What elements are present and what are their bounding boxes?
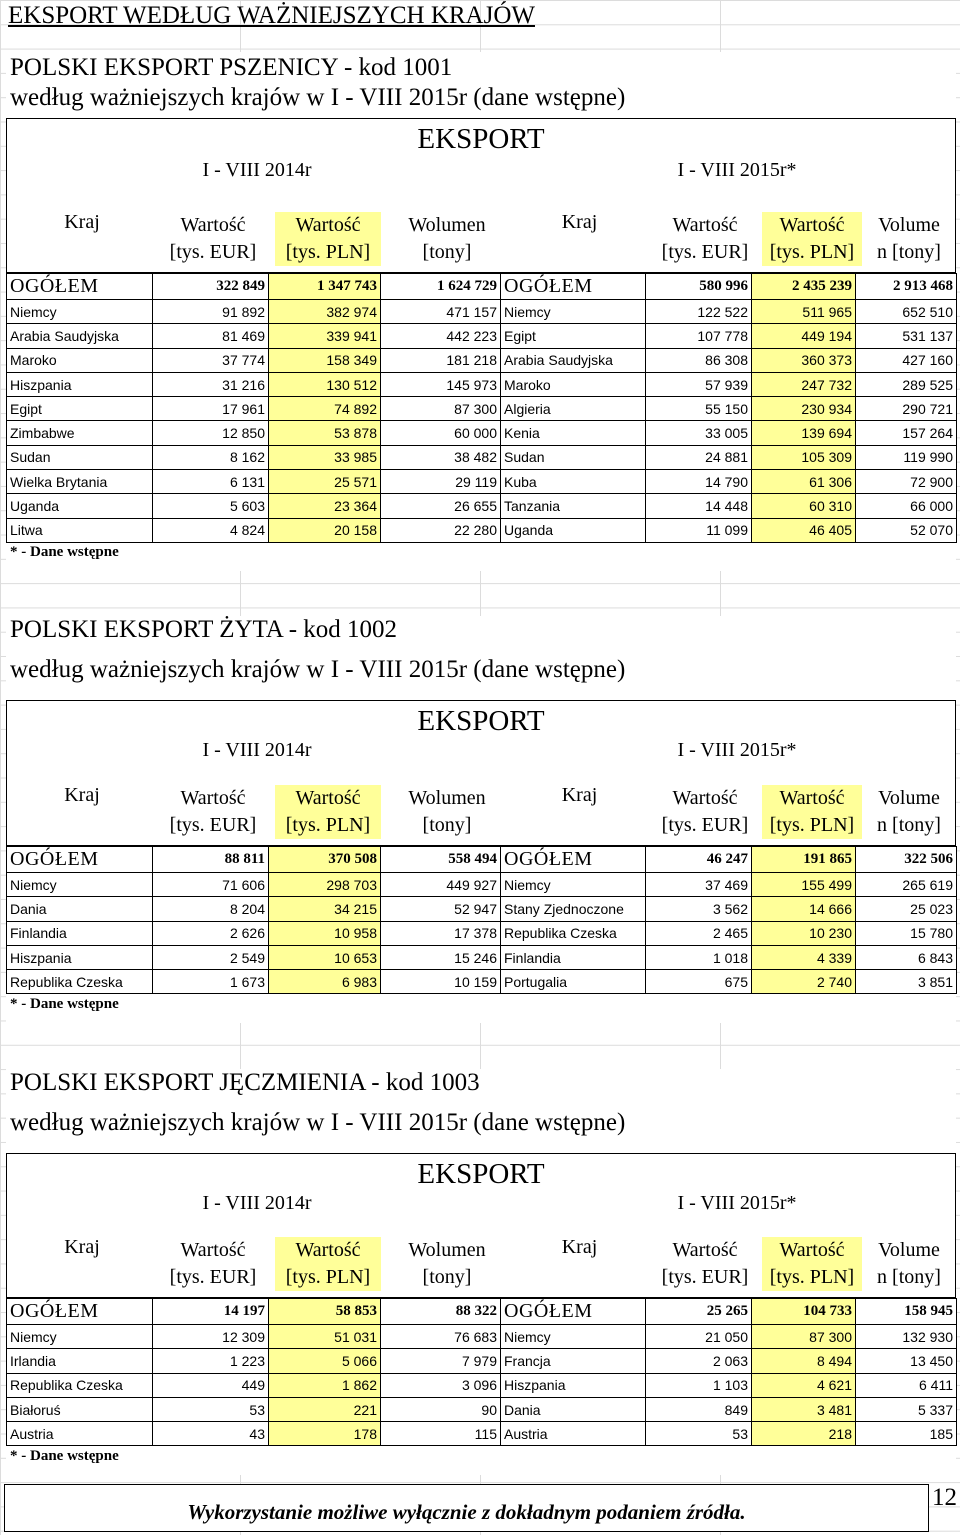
value-cell: 105 309 [752, 445, 856, 469]
value-cell: 139 694 [752, 421, 856, 445]
value-cell: 4 824 [153, 518, 269, 542]
value-cell: 2 740 [752, 970, 856, 994]
value-cell: 221 [269, 1397, 381, 1421]
country-cell: OGÓŁEM [7, 847, 153, 873]
table-header [6, 700, 956, 846]
country-cell: Wielka Brytania [7, 470, 153, 494]
table-row [7, 1397, 957, 1421]
country-cell: Austria [7, 1422, 153, 1446]
country-cell: Francja [501, 1349, 646, 1373]
country-cell: Niemcy [7, 1325, 153, 1349]
col-kraj-2015: Kraj [561, 1236, 598, 1258]
col-vol-2015: Volume n [tony] [877, 214, 941, 263]
col-pln-2014: Wartość [tys. PLN] [275, 785, 381, 839]
value-cell: 2 913 468 [856, 274, 957, 300]
value-cell: 218 [752, 1422, 856, 1446]
col-eur-2014: Wartość [tys. EUR] [169, 1239, 257, 1288]
country-cell: Niemcy [501, 873, 646, 897]
col-pln-2015: Wartość [tys. PLN] [762, 785, 862, 839]
eksport-label: EKSPORT [417, 705, 545, 737]
col-eur-2015: Wartość [tys. EUR] [661, 1239, 749, 1288]
value-cell: 8 162 [153, 445, 269, 469]
total-row [7, 847, 957, 873]
value-cell: 4 339 [752, 945, 856, 969]
value-cell: 181 218 [381, 348, 501, 372]
value-cell: 10 159 [381, 970, 501, 994]
value-cell: 360 373 [752, 348, 856, 372]
value-cell: 33 985 [269, 445, 381, 469]
country-cell: Niemcy [501, 300, 646, 324]
col-vol-2014: Wolumen [tony] [408, 787, 486, 836]
value-cell: 24 881 [646, 445, 752, 469]
data-table [6, 273, 957, 543]
value-cell: 115 [381, 1422, 501, 1446]
source-note-box: Wykorzystanie możliwe wyłącznie z dokładnym podaniem źródła. [4, 1484, 929, 1532]
export-section [6, 52, 956, 571]
value-cell: 580 996 [646, 274, 752, 300]
col-eur-2014: Wartość [tys. EUR] [169, 214, 257, 263]
value-cell: 81 469 [153, 324, 269, 348]
value-cell: 15 246 [381, 945, 501, 969]
value-cell: 8 494 [752, 1349, 856, 1373]
value-cell: 31 216 [153, 372, 269, 396]
value-cell: 86 308 [646, 348, 752, 372]
value-cell: 5 337 [856, 1397, 957, 1421]
value-cell: 247 732 [752, 372, 856, 396]
value-cell: 10 230 [752, 921, 856, 945]
value-cell: 74 892 [269, 397, 381, 421]
country-cell: Tanzania [501, 494, 646, 518]
value-cell: 382 974 [269, 300, 381, 324]
country-cell: Hiszpania [501, 1373, 646, 1397]
value-cell: 20 158 [269, 518, 381, 542]
total-row [7, 274, 957, 300]
value-cell: 14 790 [646, 470, 752, 494]
table-row [7, 324, 957, 348]
country-cell: Republika Czeska [501, 921, 646, 945]
value-cell: 5 603 [153, 494, 269, 518]
value-cell: 449 927 [381, 873, 501, 897]
country-cell: Hiszpania [7, 372, 153, 396]
value-cell: 10 958 [269, 921, 381, 945]
value-cell: 76 683 [381, 1325, 501, 1349]
table-row [7, 1422, 957, 1446]
col-kraj-2014: Kraj [64, 1236, 100, 1258]
country-cell: Finlandia [7, 921, 153, 945]
value-cell: 290 721 [856, 397, 957, 421]
value-cell: 91 892 [153, 300, 269, 324]
value-cell: 471 157 [381, 300, 501, 324]
country-cell: Republika Czeska [7, 1373, 153, 1397]
value-cell: 12 850 [153, 421, 269, 445]
value-cell: 46 405 [752, 518, 856, 542]
value-cell: 1 347 743 [269, 274, 381, 300]
value-cell: 51 031 [269, 1325, 381, 1349]
section-title: POLSKI EKSPORT JĘCZMIENIA - kod 1003 [10, 1069, 480, 1096]
value-cell: 33 005 [646, 421, 752, 445]
value-cell: 3 096 [381, 1373, 501, 1397]
value-cell: 3 481 [752, 1397, 856, 1421]
value-cell: 1 673 [153, 970, 269, 994]
country-cell: Litwa [7, 518, 153, 542]
value-cell: 230 934 [752, 397, 856, 421]
table-row [7, 470, 957, 494]
value-cell: 157 264 [856, 421, 957, 445]
country-cell: Uganda [7, 494, 153, 518]
value-cell: 2 063 [646, 1349, 752, 1373]
table-header [6, 118, 956, 273]
value-cell: 6 843 [856, 945, 957, 969]
value-cell: 21 050 [646, 1325, 752, 1349]
table-row [7, 494, 957, 518]
value-cell: 322 506 [856, 847, 957, 873]
value-cell: 265 619 [856, 873, 957, 897]
value-cell: 107 778 [646, 324, 752, 348]
country-cell: Dania [501, 1397, 646, 1421]
value-cell: 675 [646, 970, 752, 994]
col-pln-2014: Wartość [tys. PLN] [275, 212, 381, 266]
period-2015: I - VIII 2015r* [677, 739, 797, 761]
table-row [7, 897, 957, 921]
country-cell: Finlandia [501, 945, 646, 969]
value-cell: 61 306 [752, 470, 856, 494]
footnote: * - Dane wstępne [10, 995, 119, 1012]
value-cell: 449 194 [752, 324, 856, 348]
country-cell: Arabia Saudyjska [501, 348, 646, 372]
value-cell: 14 448 [646, 494, 752, 518]
table-row [7, 945, 957, 969]
table-row [7, 372, 957, 396]
country-cell: Sudan [501, 445, 646, 469]
page-number: 12 [932, 1484, 957, 1511]
value-cell: 34 215 [269, 897, 381, 921]
value-cell: 25 023 [856, 897, 957, 921]
value-cell: 37 469 [646, 873, 752, 897]
value-cell: 38 482 [381, 445, 501, 469]
value-cell: 2 626 [153, 921, 269, 945]
col-eur-2015: Wartość [tys. EUR] [661, 214, 749, 263]
table-row [7, 397, 957, 421]
value-cell: 14 197 [153, 1299, 269, 1325]
country-cell: Zimbabwe [7, 421, 153, 445]
table-row [7, 970, 957, 994]
value-cell: 11 099 [646, 518, 752, 542]
country-cell: Austria [501, 1422, 646, 1446]
country-cell: Maroko [501, 372, 646, 396]
footnote: * - Dane wstępne [10, 1447, 119, 1464]
value-cell: 3 562 [646, 897, 752, 921]
country-cell: OGÓŁEM [501, 847, 646, 873]
value-cell: 10 653 [269, 945, 381, 969]
country-cell: Dania [7, 897, 153, 921]
value-cell: 55 150 [646, 397, 752, 421]
section-subtitle: według ważniejszych krajów w I - VIII 2015r (dane wstępne) [10, 84, 626, 111]
value-cell: 25 571 [269, 470, 381, 494]
value-cell: 71 606 [153, 873, 269, 897]
table-row [7, 421, 957, 445]
value-cell: 57 939 [646, 372, 752, 396]
table-header [6, 1153, 956, 1298]
country-cell: Republika Czeska [7, 970, 153, 994]
value-cell: 558 494 [381, 847, 501, 873]
col-pln-2015: Wartość [tys. PLN] [762, 1237, 862, 1291]
page-heading: EKSPORT WEDŁUG WAŻNIEJSZYCH KRAJÓW [8, 2, 535, 29]
value-cell: 158 349 [269, 348, 381, 372]
value-cell: 2 435 239 [752, 274, 856, 300]
value-cell: 53 [646, 1422, 752, 1446]
country-cell: Sudan [7, 445, 153, 469]
table-row [7, 1349, 957, 1373]
value-cell: 72 900 [856, 470, 957, 494]
country-cell: Białoruś [7, 1397, 153, 1421]
export-section [6, 1069, 956, 1475]
country-cell: Arabia Saudyjska [7, 324, 153, 348]
value-cell: 122 522 [646, 300, 752, 324]
country-cell: Kenia [501, 421, 646, 445]
value-cell: 849 [646, 1397, 752, 1421]
value-cell: 17 961 [153, 397, 269, 421]
country-cell: Irlandia [7, 1349, 153, 1373]
total-row [7, 1299, 957, 1325]
value-cell: 53 878 [269, 421, 381, 445]
value-cell: 1 624 729 [381, 274, 501, 300]
country-cell: Algieria [501, 397, 646, 421]
value-cell: 88 811 [153, 847, 269, 873]
country-cell: Niemcy [501, 1325, 646, 1349]
value-cell: 442 223 [381, 324, 501, 348]
value-cell: 652 510 [856, 300, 957, 324]
col-kraj-2015: Kraj [561, 211, 598, 233]
value-cell: 37 774 [153, 348, 269, 372]
value-cell: 43 [153, 1422, 269, 1446]
period-2014: I - VIII 2014r [202, 739, 312, 761]
country-cell: Kuba [501, 470, 646, 494]
value-cell: 531 137 [856, 324, 957, 348]
data-table [6, 1298, 957, 1446]
value-cell: 66 000 [856, 494, 957, 518]
value-cell: 104 733 [752, 1299, 856, 1325]
value-cell: 58 853 [269, 1299, 381, 1325]
value-cell: 6 131 [153, 470, 269, 494]
country-cell: OGÓŁEM [501, 1299, 646, 1325]
col-eur-2014: Wartość [tys. EUR] [169, 787, 257, 836]
country-cell: Maroko [7, 348, 153, 372]
value-cell: 87 300 [381, 397, 501, 421]
value-cell: 449 [153, 1373, 269, 1397]
col-vol-2014: Wolumen [tony] [408, 1239, 486, 1288]
value-cell: 370 508 [269, 847, 381, 873]
value-cell: 339 941 [269, 324, 381, 348]
export-section [6, 616, 956, 1023]
col-pln-2015: Wartość [tys. PLN] [762, 212, 862, 266]
value-cell: 298 703 [269, 873, 381, 897]
country-cell: Uganda [501, 518, 646, 542]
table-row [7, 1325, 957, 1349]
section-title: POLSKI EKSPORT PSZENICY - kod 1001 [10, 54, 453, 81]
value-cell: 2 465 [646, 921, 752, 945]
value-cell: 90 [381, 1397, 501, 1421]
col-vol-2015: Volume n [tony] [877, 1239, 941, 1288]
value-cell: 87 300 [752, 1325, 856, 1349]
col-kraj-2014: Kraj [64, 784, 100, 806]
value-cell: 13 450 [856, 1349, 957, 1373]
value-cell: 178 [269, 1422, 381, 1446]
country-cell: OGÓŁEM [7, 274, 153, 300]
value-cell: 132 930 [856, 1325, 957, 1349]
value-cell: 23 364 [269, 494, 381, 518]
value-cell: 15 780 [856, 921, 957, 945]
value-cell: 29 119 [381, 470, 501, 494]
country-cell: Egipt [501, 324, 646, 348]
country-cell: Portugalia [501, 970, 646, 994]
value-cell: 191 865 [752, 847, 856, 873]
value-cell: 130 512 [269, 372, 381, 396]
table-row [7, 873, 957, 897]
value-cell: 322 849 [153, 274, 269, 300]
value-cell: 4 621 [752, 1373, 856, 1397]
value-cell: 46 247 [646, 847, 752, 873]
section-title: POLSKI EKSPORT ŻYTA - kod 1002 [10, 616, 398, 643]
period-2015: I - VIII 2015r* [677, 1192, 797, 1214]
country-cell: Hiszpania [7, 945, 153, 969]
country-cell: Egipt [7, 397, 153, 421]
table-row [7, 921, 957, 945]
country-cell: Niemcy [7, 300, 153, 324]
col-eur-2015: Wartość [tys. EUR] [661, 787, 749, 836]
value-cell: 6 411 [856, 1373, 957, 1397]
col-vol-2014: Wolumen [tony] [408, 214, 486, 263]
country-cell: Stany Zjednoczone [501, 897, 646, 921]
value-cell: 60 310 [752, 494, 856, 518]
col-kraj-2014: Kraj [64, 211, 100, 233]
value-cell: 1 103 [646, 1373, 752, 1397]
value-cell: 119 990 [856, 445, 957, 469]
period-2015: I - VIII 2015r* [677, 159, 797, 181]
value-cell: 60 000 [381, 421, 501, 445]
col-kraj-2015: Kraj [561, 784, 598, 806]
value-cell: 52 070 [856, 518, 957, 542]
value-cell: 427 160 [856, 348, 957, 372]
value-cell: 1 018 [646, 945, 752, 969]
eksport-label: EKSPORT [417, 1158, 545, 1190]
value-cell: 52 947 [381, 897, 501, 921]
country-cell: Niemcy [7, 873, 153, 897]
country-cell: OGÓŁEM [7, 1299, 153, 1325]
table-row [7, 348, 957, 372]
value-cell: 185 [856, 1422, 957, 1446]
value-cell: 511 965 [752, 300, 856, 324]
data-table [6, 846, 957, 994]
country-cell: OGÓŁEM [501, 274, 646, 300]
eksport-label: EKSPORT [417, 123, 545, 155]
table-row [7, 518, 957, 542]
table-row [7, 300, 957, 324]
value-cell: 12 309 [153, 1325, 269, 1349]
footnote: * - Dane wstępne [10, 544, 119, 560]
value-cell: 3 851 [856, 970, 957, 994]
period-2014: I - VIII 2014r [202, 1192, 312, 1214]
value-cell: 1 223 [153, 1349, 269, 1373]
value-cell: 22 280 [381, 518, 501, 542]
value-cell: 155 499 [752, 873, 856, 897]
section-subtitle: według ważniejszych krajów w I - VIII 2015r (dane wstępne) [10, 656, 626, 683]
value-cell: 53 [153, 1397, 269, 1421]
col-pln-2014: Wartość [tys. PLN] [275, 1237, 381, 1291]
period-2014: I - VIII 2014r [202, 159, 312, 181]
value-cell: 7 979 [381, 1349, 501, 1373]
value-cell: 289 525 [856, 372, 957, 396]
value-cell: 158 945 [856, 1299, 957, 1325]
value-cell: 2 549 [153, 945, 269, 969]
value-cell: 17 378 [381, 921, 501, 945]
col-vol-2015: Volume n [tony] [877, 787, 941, 836]
value-cell: 25 265 [646, 1299, 752, 1325]
value-cell: 8 204 [153, 897, 269, 921]
section-subtitle: według ważniejszych krajów w I - VIII 2015r (dane wstępne) [10, 1109, 626, 1136]
value-cell: 88 322 [381, 1299, 501, 1325]
value-cell: 14 666 [752, 897, 856, 921]
value-cell: 1 862 [269, 1373, 381, 1397]
table-row [7, 1373, 957, 1397]
value-cell: 5 066 [269, 1349, 381, 1373]
value-cell: 26 655 [381, 494, 501, 518]
value-cell: 145 973 [381, 372, 501, 396]
value-cell: 6 983 [269, 970, 381, 994]
table-row [7, 445, 957, 469]
